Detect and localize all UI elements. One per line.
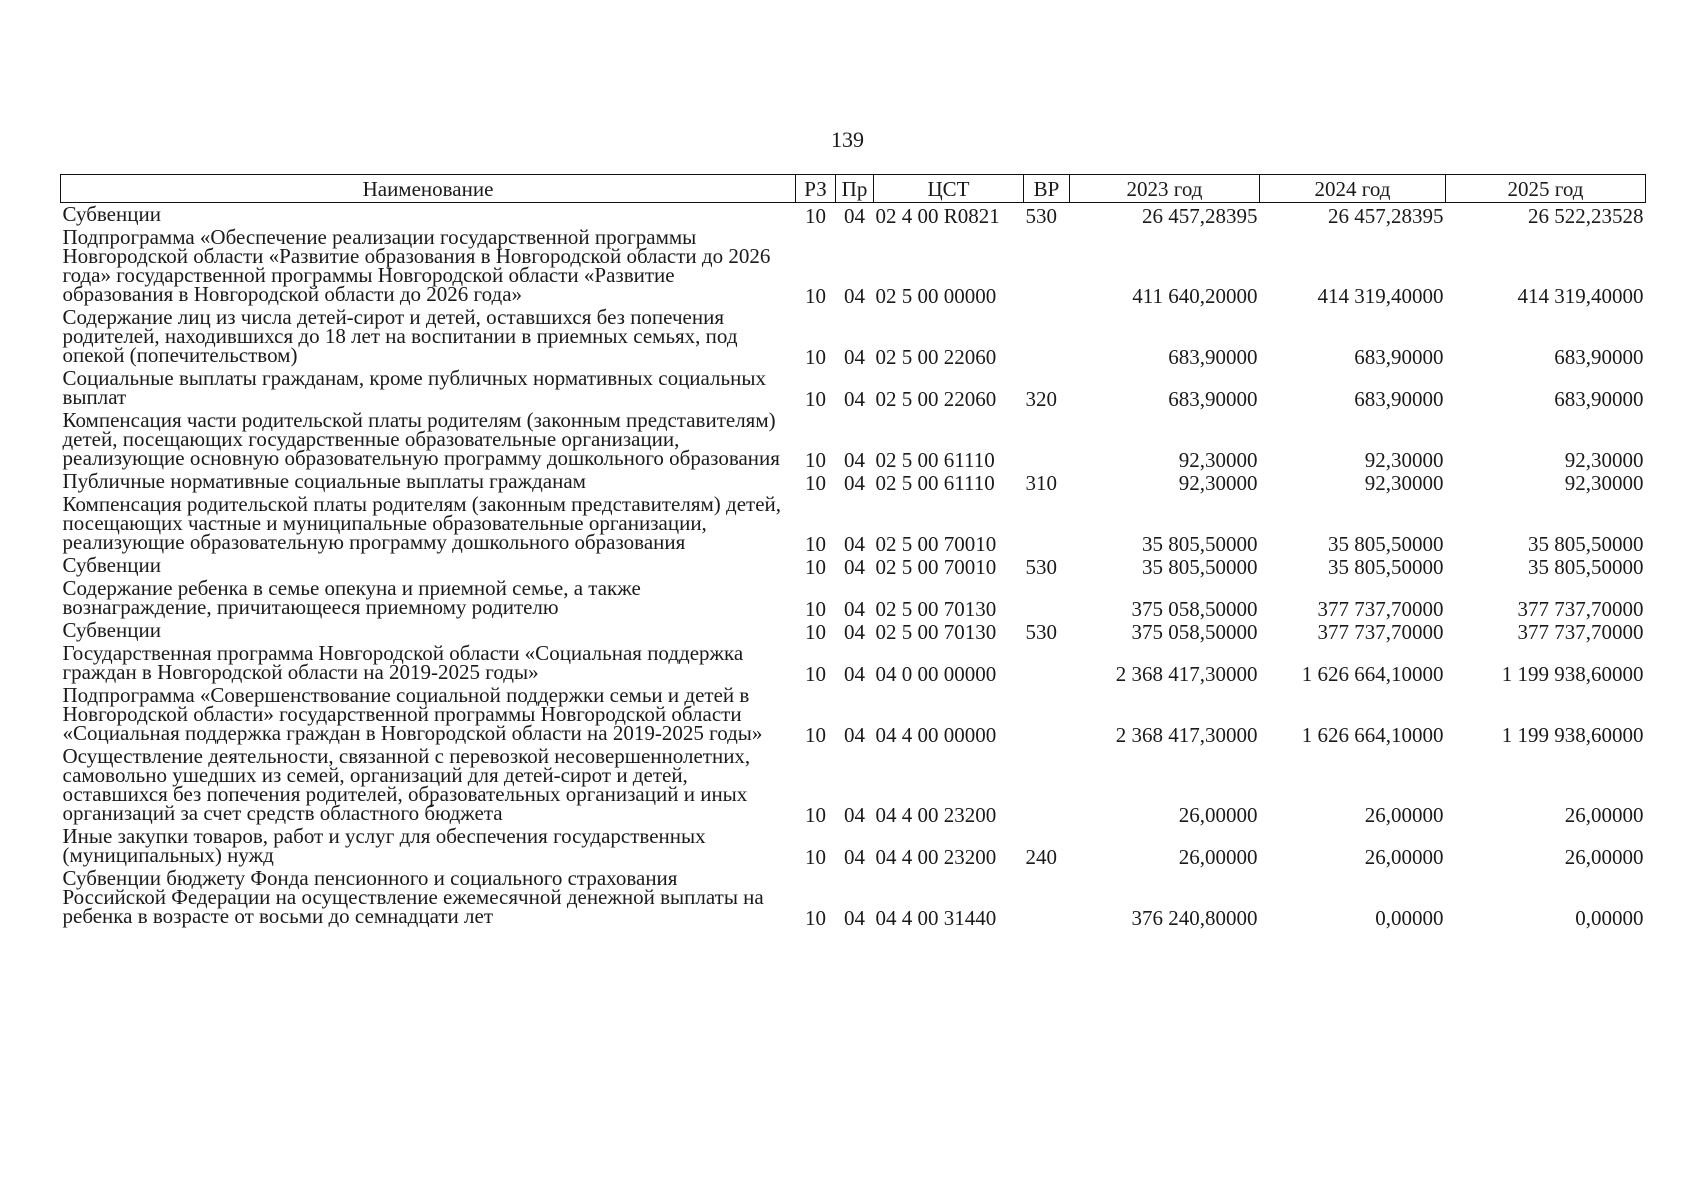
cell-2025: 683,90000: [1554, 387, 1644, 411]
cell-2023: 26,00000: [1178, 803, 1258, 827]
cell-2024: 1 626 664,10000: [1301, 662, 1444, 686]
cell-name: Социальные выплаты гражданам, кроме публичных нормативных социальных выплат: [62, 366, 766, 409]
cell-name: Государственная программа Новгородской области «Социальная поддержка граждан в Новгородской области на 2019-2025 годы»: [62, 641, 744, 684]
cell-rz: 10: [805, 906, 826, 930]
cell-2025: 683,90000: [1554, 345, 1644, 369]
cell-2023: 683,90000: [1168, 345, 1258, 369]
cell-2024: 683,90000: [1354, 387, 1444, 411]
cell-cst: 04 4 00 31440: [875, 906, 997, 930]
cell-2024: 35 805,50000: [1328, 555, 1444, 579]
table-row: [61, 745, 1646, 825]
table-row: [61, 203, 1646, 227]
cell-pr: 04: [844, 723, 865, 747]
cell-2023: 26 457,28395: [1142, 204, 1258, 228]
cell-vr: 530: [1025, 555, 1057, 579]
cell-pr: 04: [844, 597, 865, 621]
cell-rz: 10: [805, 555, 826, 579]
cell-name: Осуществление деятельности, связанной с перевозкой несовершеннолетних, самовольно ушедших из семей, организаций для детей-сирот и детей, оставшихся без попечения родителей, образовательных организаций и иных организаций за счет средств областного бюджета: [62, 744, 751, 825]
cell-name: Субвенции бюджету Фонда пенсионного и социального страхования Российской Федерации на осуществление ежемесячной денежной выплаты на ребенка в возрасте от восьми до семнадцати лет: [62, 866, 764, 928]
cell-cst: 04 4 00 00000: [875, 723, 997, 747]
cell-2024: 414 319,40000: [1317, 284, 1444, 308]
cell-cst: 04 0 00 00000: [875, 662, 997, 686]
cell-rz: 10: [805, 597, 826, 621]
table-row: [61, 684, 1646, 745]
cell-cst: 02 5 00 22060: [875, 345, 997, 369]
header-2023: 2023 год: [1070, 175, 1260, 203]
cell-cst: 02 5 00 70010: [875, 532, 997, 556]
cell-rz: 10: [805, 204, 826, 228]
cell-2023: 26,00000: [1178, 845, 1258, 869]
cell-cst: 02 5 00 70130: [875, 597, 997, 621]
header-name: Наименование: [61, 175, 796, 203]
cell-cst: 02 5 00 61110: [875, 448, 995, 472]
cell-cst: 02 5 00 70010: [875, 555, 997, 579]
cell-pr: 04: [844, 387, 865, 411]
header-2025: 2025 год: [1446, 175, 1646, 203]
cell-vr: [1024, 226, 1070, 306]
cell-name: Субвенции: [62, 618, 161, 642]
cell-rz: 10: [805, 532, 826, 556]
cell-2024: 92,30000: [1364, 471, 1444, 495]
cell-vr: [1024, 684, 1070, 745]
cell-vr: [1024, 493, 1070, 554]
cell-2024: 0,00000: [1375, 906, 1444, 930]
cell-pr: 04: [844, 845, 865, 869]
cell-vr: 240: [1025, 845, 1057, 869]
table-header-row: [61, 175, 1646, 203]
cell-2025: 35 805,50000: [1528, 532, 1644, 556]
cell-2023: 683,90000: [1168, 387, 1258, 411]
cell-pr: 04: [844, 471, 865, 495]
cell-2025: 92,30000: [1564, 448, 1644, 472]
cell-2025: 377 737,70000: [1517, 597, 1644, 621]
table-row: [61, 642, 1646, 684]
cell-name: Публичные нормативные социальные выплаты гражданам: [62, 469, 586, 493]
cell-rz: 10: [805, 387, 826, 411]
header-pr: Пр: [836, 175, 874, 203]
cell-pr: 04: [844, 532, 865, 556]
cell-2025: 1 199 938,60000: [1501, 662, 1644, 686]
cell-vr: [1024, 577, 1070, 619]
cell-2024: 1 626 664,10000: [1301, 723, 1444, 747]
cell-cst: 02 5 00 00000: [875, 284, 997, 308]
cell-2023: 411 640,20000: [1132, 284, 1258, 308]
cell-vr: [1024, 867, 1070, 928]
cell-vr: [1024, 409, 1070, 470]
cell-name: Иные закупки товаров, работ и услуг для обеспечения государственных (муниципальных) нужд: [62, 824, 706, 867]
cell-vr: 310: [1025, 471, 1057, 495]
table-row: [61, 306, 1646, 367]
cell-name: Содержание лиц из числа детей-сирот и детей, оставшихся без попечения родителей, находившихся до 18 лет на воспитании в приемных семьях, под опекой (попечительством): [62, 305, 738, 367]
cell-2025: 0,00000: [1575, 906, 1644, 930]
table-body: [61, 203, 1646, 929]
cell-rz: 10: [805, 345, 826, 369]
cell-vr: 320: [1025, 387, 1057, 411]
cell-2025: 1 199 938,60000: [1501, 723, 1644, 747]
cell-cst: 02 5 00 70130: [875, 620, 997, 644]
cell-2024: 26,00000: [1364, 845, 1444, 869]
cell-vr: [1024, 745, 1070, 825]
cell-name: Подпрограмма «Обеспечение реализации государственной программы Новгородской области «Развитие образования в Новгородской области до 2026 года» государственной программы Новгородской области «Развитие образования в Новгородской области до 2026 года»: [62, 225, 771, 306]
cell-2024: 26,00000: [1364, 803, 1444, 827]
cell-cst: 04 4 00 23200: [875, 803, 997, 827]
cell-2023: 375 058,50000: [1131, 597, 1258, 621]
table-row: [61, 577, 1646, 619]
table-row: [61, 825, 1646, 867]
cell-2025: 26,00000: [1564, 845, 1644, 869]
cell-2025: 26 522,23528: [1528, 204, 1644, 228]
cell-name: Субвенции: [62, 202, 161, 226]
cell-rz: 10: [805, 620, 826, 644]
cell-2023: 35 805,50000: [1142, 532, 1258, 556]
table-row: [61, 867, 1646, 928]
cell-2023: 92,30000: [1178, 448, 1258, 472]
budget-table: [60, 174, 1646, 928]
cell-2025: 92,30000: [1564, 471, 1644, 495]
cell-2024: 377 737,70000: [1317, 620, 1444, 644]
cell-2023: 2 368 417,30000: [1115, 723, 1258, 747]
cell-rz: 10: [805, 803, 826, 827]
cell-pr: 04: [844, 345, 865, 369]
table-row: [61, 619, 1646, 642]
cell-2023: 2 368 417,30000: [1115, 662, 1258, 686]
cell-2024: 92,30000: [1364, 448, 1444, 472]
cell-2023: 92,30000: [1178, 471, 1258, 495]
cell-2025: 35 805,50000: [1528, 555, 1644, 579]
header-2024: 2024 год: [1260, 175, 1446, 203]
cell-pr: 04: [844, 662, 865, 686]
cell-pr: 04: [844, 620, 865, 644]
cell-2024: 377 737,70000: [1317, 597, 1444, 621]
cell-name: Компенсация родительской платы родителям (законным представителям) детей, посещающих частные и муниципальные образовательные организации, реализующие образовательную программу дошкольного образования: [62, 492, 782, 554]
cell-cst: 02 5 00 61110: [875, 471, 995, 495]
table-row: [61, 554, 1646, 577]
cell-2024: 683,90000: [1354, 345, 1444, 369]
cell-cst: 04 4 00 23200: [875, 845, 997, 869]
header-cst: ЦСТ: [874, 175, 1024, 203]
cell-name: Содержание ребенка в семье опекуна и приемной семье, а также вознаграждение, причитающееся приемному родителю: [62, 576, 641, 619]
header-rz: РЗ: [796, 175, 836, 203]
table-row: [61, 470, 1646, 493]
cell-rz: 10: [805, 471, 826, 495]
cell-name: Компенсация части родительской платы родителям (законным представителям) детей, посещающих государственные образовательные организации, реализующие основную образовательную программу дошкольного образования: [62, 408, 780, 470]
cell-rz: 10: [805, 284, 826, 308]
cell-vr: 530: [1025, 204, 1057, 228]
cell-rz: 10: [805, 723, 826, 747]
cell-pr: 04: [844, 448, 865, 472]
table-row: [61, 493, 1646, 554]
header-vr: ВР: [1024, 175, 1070, 203]
cell-2025: 26,00000: [1564, 803, 1644, 827]
cell-2024: 26 457,28395: [1328, 204, 1444, 228]
cell-rz: 10: [805, 845, 826, 869]
cell-2023: 376 240,80000: [1131, 906, 1258, 930]
cell-name: Подпрограмма «Совершенствование социальной поддержки семьи и детей в Новгородской области» государственной программы Новгородской области «Социальная поддержка граждан в Новгородской области на 2019-2025 годы»: [62, 683, 763, 745]
cell-vr: [1024, 642, 1070, 684]
cell-2025: 414 319,40000: [1517, 284, 1644, 308]
cell-pr: 04: [844, 555, 865, 579]
page-number: 139: [831, 127, 864, 152]
cell-pr: 04: [844, 204, 865, 228]
cell-pr: 04: [844, 803, 865, 827]
cell-vr: 530: [1025, 620, 1057, 644]
cell-pr: 04: [844, 906, 865, 930]
table-row: [61, 226, 1646, 306]
cell-cst: 02 4 00 R0821: [875, 204, 1000, 228]
cell-2023: 35 805,50000: [1142, 555, 1258, 579]
cell-cst: 02 5 00 22060: [875, 387, 997, 411]
table-row: [61, 367, 1646, 409]
cell-rz: 10: [805, 662, 826, 686]
cell-vr: [1024, 306, 1070, 367]
cell-pr: 04: [844, 284, 865, 308]
cell-2025: 377 737,70000: [1517, 620, 1644, 644]
cell-name: Субвенции: [62, 553, 161, 577]
table-row: [61, 409, 1646, 470]
cell-2024: 35 805,50000: [1328, 532, 1444, 556]
cell-rz: 10: [805, 448, 826, 472]
cell-2023: 375 058,50000: [1131, 620, 1258, 644]
